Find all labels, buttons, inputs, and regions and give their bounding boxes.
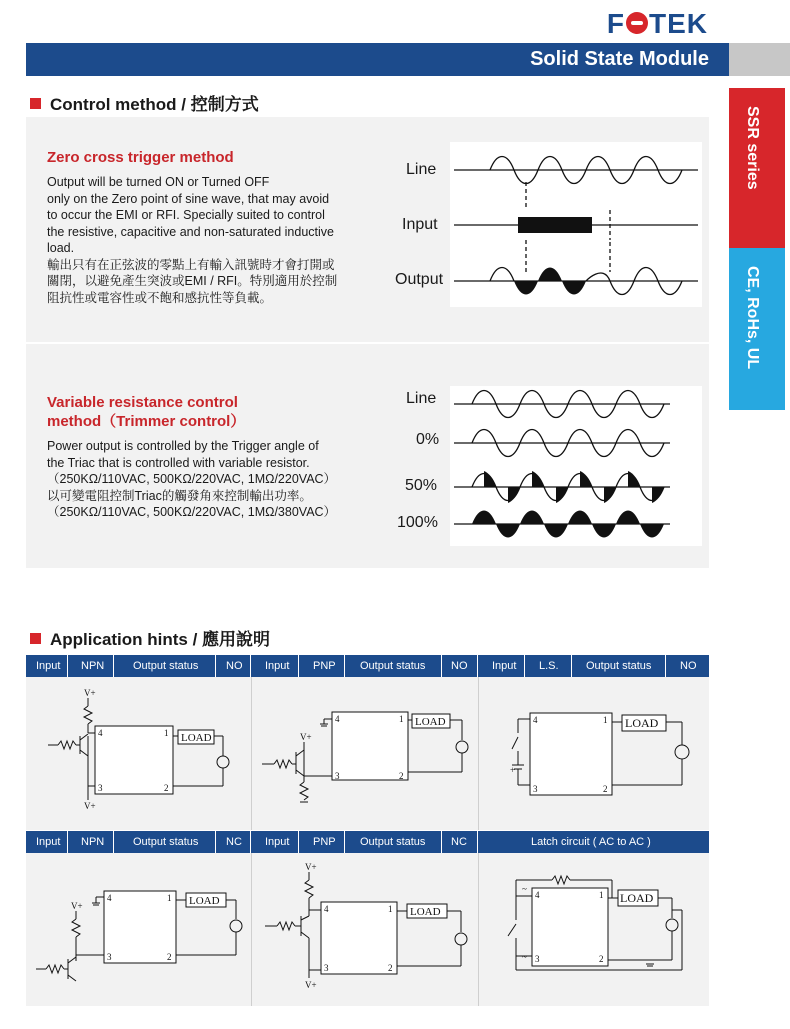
hints-header-row-2: Input NPN Output status NC Input PNP Output status NC Latch circuit ( AC to AC ) (26, 831, 709, 853)
svg-text:1: 1 (388, 904, 393, 914)
svg-text:~: ~ (522, 884, 527, 894)
svg-text:LOAD: LOAD (181, 732, 212, 744)
circuit-latch-ac (496, 870, 696, 980)
title-bar-accent (729, 43, 790, 76)
application-hints-heading: Application hints / 應用說明 (30, 625, 270, 650)
wave-label-input: Input (402, 216, 438, 233)
svg-text:1: 1 (603, 715, 608, 725)
logo-circle-icon (626, 12, 648, 34)
svg-text:V+: V+ (84, 801, 96, 811)
zero-cross-title: Zero cross trigger method (47, 149, 234, 166)
svg-text:2: 2 (167, 952, 172, 962)
square-bullet-icon (30, 633, 41, 644)
svg-text:~: ~ (522, 952, 527, 962)
fotek-logo: F TEK (606, 8, 708, 39)
svg-text:1: 1 (167, 893, 172, 903)
svg-text:3: 3 (335, 771, 340, 781)
svg-text:4: 4 (535, 890, 540, 900)
svg-text:3: 3 (98, 783, 103, 793)
svg-text:V+: V+ (71, 901, 83, 911)
svg-text:4: 4 (533, 715, 538, 725)
svg-text:2: 2 (388, 963, 393, 973)
wave-label-100-percent: 100% (397, 514, 438, 531)
svg-text:2: 2 (164, 783, 169, 793)
variable-resistance-panel (26, 344, 709, 568)
wave-label-output: Output (395, 271, 444, 288)
square-bullet-icon (30, 98, 41, 109)
svg-text:LOAD: LOAD (410, 906, 441, 918)
svg-text:3: 3 (533, 784, 538, 794)
wave-label-50-percent: 50% (405, 477, 438, 494)
svg-text:4: 4 (107, 893, 112, 903)
variable-resistance-title: Variable resistance control method（Trimmer control） (47, 394, 246, 430)
zero-cross-panel (26, 117, 709, 342)
zero-cross-description: Output will be turned ON or Turned OFF only on the Zero point of sine wave, that may avoid to occur the EMI or RFI. Specially suited to control the resistive, capacitive and non-saturated inductive load. 輸出只有在正弦波的零點上有輸入訊號時才會打開或 關閉，以避免產生突波或EMI / RFI。特別適用於控制 阻抗性或電容性或不飽和感抗性等負載。 (47, 175, 338, 305)
svg-text:2: 2 (599, 954, 604, 964)
svg-text:2: 2 (399, 771, 404, 781)
circuit-limit-switch-no (500, 705, 700, 805)
circuit-npn-nc (36, 883, 246, 983)
svg-text:3: 3 (535, 954, 540, 964)
svg-text:1: 1 (399, 714, 404, 724)
circuit-pnp-no (262, 702, 472, 812)
svg-text:LOAD: LOAD (415, 716, 446, 728)
svg-text:4: 4 (324, 904, 329, 914)
page-title: Solid State Module (530, 48, 709, 70)
svg-text:3: 3 (324, 963, 329, 973)
trimmer-waveform (450, 386, 702, 546)
svg-text:V+: V+ (305, 980, 317, 990)
svg-text:LOAD: LOAD (620, 891, 654, 905)
svg-text:1: 1 (599, 890, 604, 900)
svg-text:LOAD: LOAD (625, 716, 659, 730)
side-tab-certification: CE, RoHs, UL (729, 248, 785, 410)
svg-text:4: 4 (98, 728, 103, 738)
variable-resistance-description: Power output is controlled by the Trigger angle of the Triac that is controlled with variable resistor. （250KΩ/110VAC, 500KΩ/220VAC, 1MΩ/220VAC） 以可變電阻控制Triac的觸發角來控制輸出功率。 （250KΩ/110VAC, 500KΩ/220VAC, 1MΩ/380VAC） (47, 439, 337, 519)
svg-text:4: 4 (335, 714, 340, 724)
control-method-heading: Control method / 控制方式 (30, 90, 259, 115)
wave-label-line: Line (406, 161, 437, 178)
svg-text:3: 3 (107, 952, 112, 962)
side-tab-series: SSR series (729, 88, 785, 248)
svg-text:V+: V+ (300, 732, 312, 742)
hints-header-row-1: Input NPN Output status NO Input PNP Output status NO Input L.S. Output status NO (26, 655, 709, 677)
wave-label-0-percent: 0% (416, 431, 440, 448)
svg-text:LOAD: LOAD (189, 895, 220, 907)
svg-text:V+: V+ (305, 862, 317, 872)
zero-cross-waveform (450, 142, 702, 307)
wave-label-line-2: Line (406, 390, 437, 407)
circuit-pnp-nc (265, 862, 475, 992)
svg-text:1: 1 (164, 728, 169, 738)
svg-text:+: + (510, 765, 516, 775)
svg-text:V+: V+ (84, 688, 96, 698)
svg-text:2: 2 (603, 784, 608, 794)
circuit-npn-no (40, 688, 240, 813)
title-bar (26, 43, 729, 76)
